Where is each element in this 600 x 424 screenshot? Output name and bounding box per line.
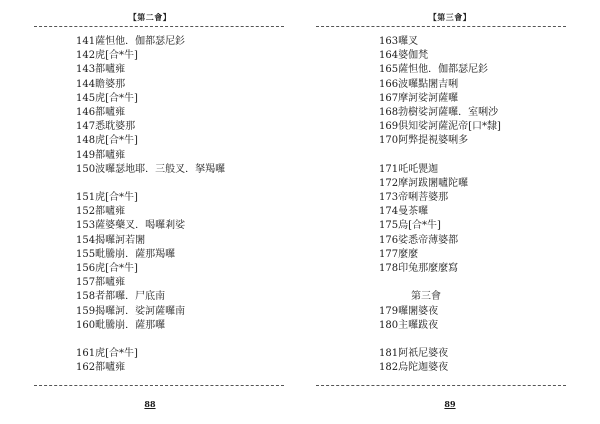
mantra-line: 158者都囉．尸底南 bbox=[76, 291, 166, 303]
mantra-line: 181阿祇尼婆夜 bbox=[379, 348, 449, 360]
mantra-line: 167摩訶娑訶薩囉 bbox=[379, 92, 459, 104]
stanza-gap bbox=[379, 276, 501, 290]
mantra-line: 164婆伽梵 bbox=[379, 50, 429, 62]
stanza-gap bbox=[379, 333, 501, 347]
mantra-line: 175烏[合*牛] bbox=[379, 220, 441, 232]
mantra-line: 166波囉點闍吉唎 bbox=[379, 78, 459, 90]
mantra-line: 170阿弊提視婆唎多 bbox=[379, 135, 469, 147]
mantra-lines bbox=[76, 35, 225, 376]
page-header: 【第三會】 bbox=[428, 12, 472, 22]
mantra-line: 176娑悉帝薄婆都 bbox=[379, 234, 459, 246]
section-heading: 第三會 bbox=[411, 291, 441, 303]
mantra-line: 174曼茶囉 bbox=[379, 206, 429, 218]
mantra-line: 142虎[合*牛] bbox=[76, 50, 138, 62]
stanza-gap bbox=[76, 333, 225, 347]
bottom-divider bbox=[316, 385, 566, 386]
mantra-line: 146都嚧雍 bbox=[76, 106, 126, 118]
mantra-line: 141薩怛他．伽都瑟尼釤 bbox=[76, 36, 186, 47]
mantra-line: 180主囉跋夜 bbox=[379, 319, 439, 331]
mantra-line: 150波囉瑟地耶．三般叉．拏羯囉 bbox=[76, 163, 226, 175]
mantra-line: 178印兔那麼麼寫 bbox=[379, 263, 459, 274]
stanza-gap bbox=[379, 149, 501, 163]
mantra-line: 155毗騰崩．薩那羯囉 bbox=[76, 248, 176, 260]
mantra-line: 157都嚧雍 bbox=[76, 277, 126, 289]
mantra-line: 144瞻婆那 bbox=[76, 78, 126, 90]
mantra-lines bbox=[379, 35, 501, 376]
mantra-line: 148虎[合*牛] bbox=[76, 135, 138, 147]
mantra-line: 168勃樹娑訶薩囉．室唎沙 bbox=[379, 106, 499, 118]
stanza-gap bbox=[76, 177, 225, 191]
mantra-line: 165薩怛他．伽都瑟尼釤 bbox=[379, 64, 489, 76]
mantra-line: 173帝唎菩婆那 bbox=[379, 192, 449, 204]
mantra-line: 177麼麼 bbox=[379, 248, 419, 260]
mantra-line: 147悉耽婆那 bbox=[76, 121, 136, 133]
mantra-line: 172摩訶跋闍嚧陀囉 bbox=[379, 177, 469, 189]
mantra-line: 154揭囉訶若闍 bbox=[76, 234, 146, 246]
mantra-line: 169俱知娑訶薩泥帝[口*隸] bbox=[379, 121, 501, 133]
mantra-line: 163囉叉 bbox=[379, 36, 419, 47]
right-page bbox=[300, 0, 600, 424]
page-number: 89 bbox=[444, 399, 456, 409]
top-divider bbox=[34, 26, 284, 27]
mantra-line: 145虎[合*牛] bbox=[76, 92, 138, 104]
mantra-line: 152都嚧雍 bbox=[76, 206, 126, 218]
mantra-line: 156虎[合*牛] bbox=[76, 263, 138, 274]
page-header: 【第二會】 bbox=[128, 12, 172, 22]
mantra-line: 179囉闍婆夜 bbox=[379, 305, 439, 317]
mantra-line: 171吒吒甖迦 bbox=[379, 163, 439, 175]
mantra-line: 161虎[合*牛] bbox=[76, 348, 138, 360]
mantra-line: 149都嚧雍 bbox=[76, 149, 126, 161]
mantra-line: 153薩婆藥叉．喝囉剎娑 bbox=[76, 220, 186, 232]
mantra-line: 160毗騰崩．薩那囉 bbox=[76, 319, 166, 331]
mantra-line: 162都嚧雍 bbox=[76, 362, 126, 374]
top-divider bbox=[316, 26, 566, 27]
bottom-divider bbox=[34, 385, 284, 386]
mantra-line: 182烏陀迦婆夜 bbox=[379, 362, 449, 374]
mantra-line: 143都嚧雍 bbox=[76, 64, 126, 76]
page-number: 88 bbox=[144, 399, 156, 409]
mantra-line: 151虎[合*牛] bbox=[76, 192, 138, 204]
mantra-line: 159揭囉訶．娑訶薩囉南 bbox=[76, 305, 186, 317]
